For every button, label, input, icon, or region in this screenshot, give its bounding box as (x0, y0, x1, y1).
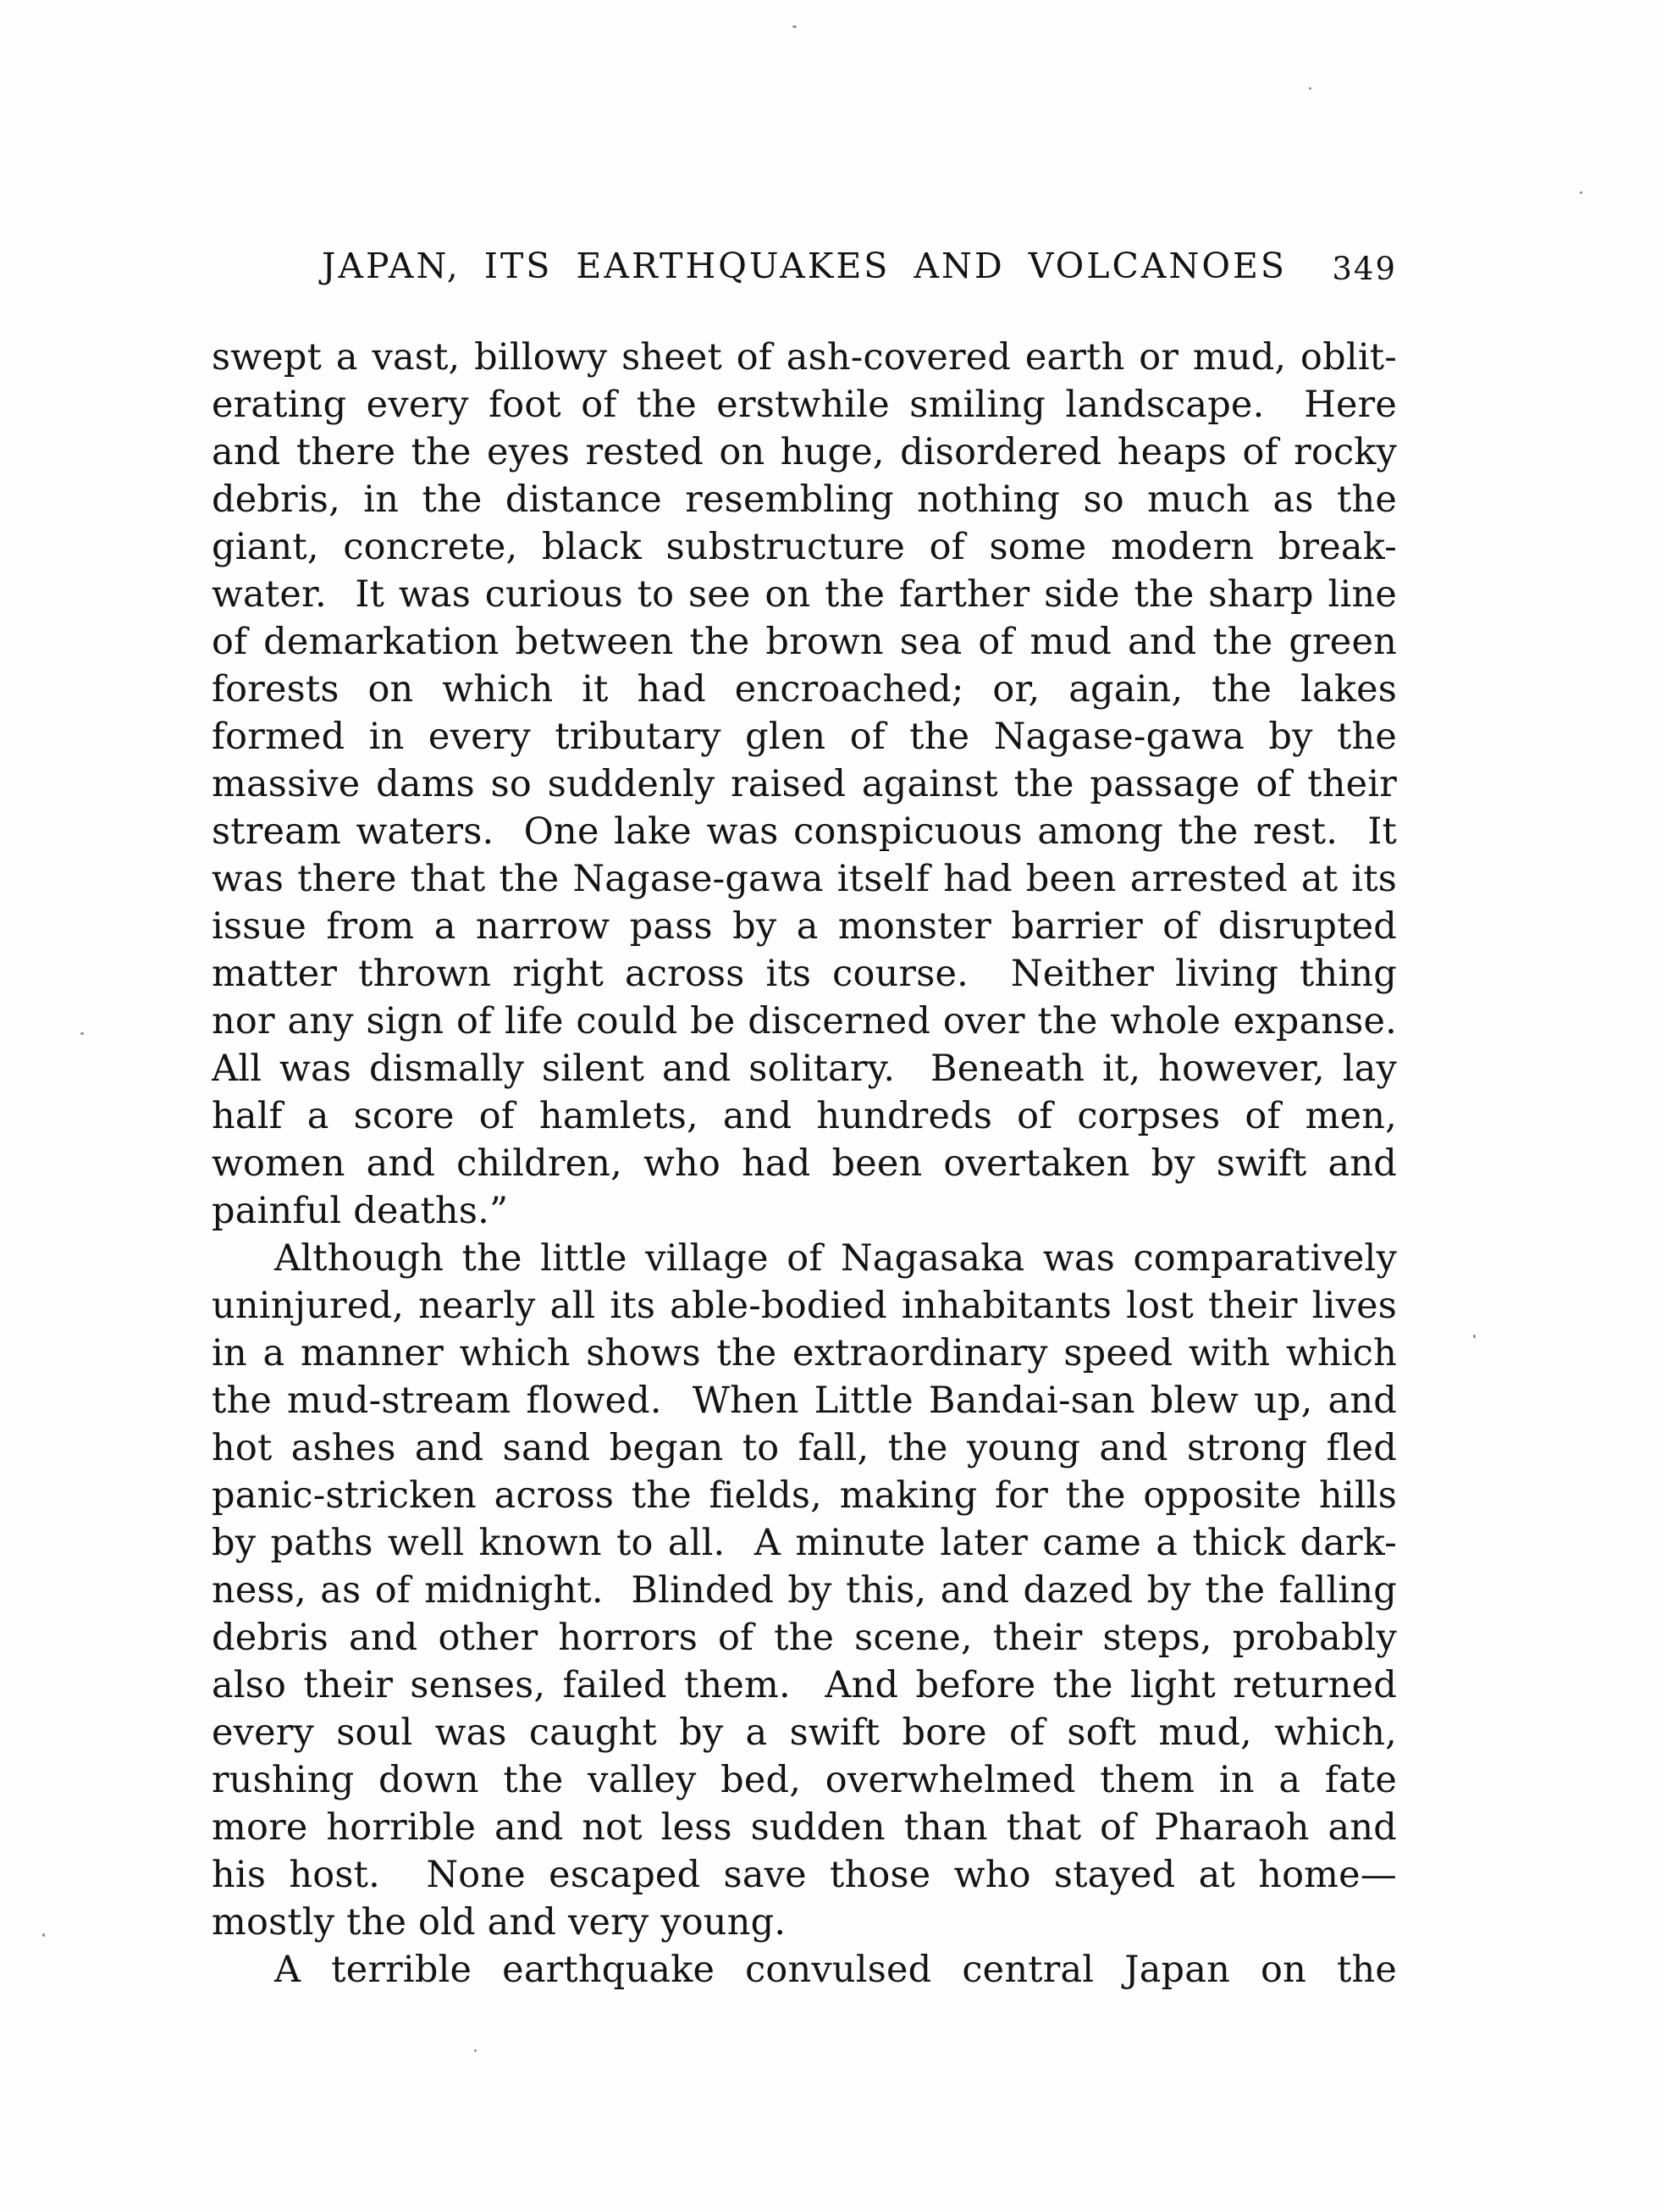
scan-speckle (792, 25, 797, 28)
text-line: was there that the Nagase-gawa itself had been arrested at its (212, 858, 1397, 900)
text-line: giant, concrete, black substructure of some modern break- (212, 526, 1397, 568)
page-content (212, 246, 1397, 1994)
text-line: his host. None escaped save those who stayed at home— (212, 1854, 1397, 1896)
text-line: in a manner which shows the extraordinary speed with which (212, 1332, 1397, 1374)
text-line: massive dams so suddenly raised against the passage of their (212, 763, 1397, 805)
text-line: painful deaths.” (212, 1190, 509, 1232)
scan-speckle (1473, 1335, 1476, 1338)
page-number: 349 (1332, 251, 1397, 287)
text-line: of demarkation between the brown sea of mud and the green (212, 621, 1397, 663)
text-line: erating every foot of the erstwhile smiling landscape. Here (212, 384, 1397, 426)
text-line: rushing down the valley bed, overwhelmed them in a fate (212, 1759, 1397, 1801)
paragraph (212, 1235, 1397, 1946)
text-line: swept a vast, billowy sheet of ash-covered earth or mud, oblit- (212, 336, 1397, 379)
text-line: panic-stricken across the fields, making for the opposite hills (212, 1474, 1397, 1517)
text-line: uninjured, nearly all its able-bodied inhabitants lost their lives (212, 1285, 1397, 1327)
text-line: issue from a narrow pass by a monster barrier of disrupted (212, 905, 1397, 948)
running-header-title: JAPAN, ITS EARTHQUAKES AND VOLCANOES (321, 246, 1288, 286)
body-text (212, 334, 1397, 1994)
scan-speckle (42, 1933, 45, 1937)
text-line: every soul was caught by a swift bore of soft mud, which, (212, 1712, 1397, 1754)
text-line: formed in every tributary glen of the Nagase-gawa by the (212, 716, 1397, 758)
text-line: forests on which it had encroached; or, again, the lakes (212, 668, 1397, 711)
text-line: Although the little village of Nagasaka was comparatively (274, 1237, 1397, 1280)
scan-speckle (474, 2049, 477, 2052)
text-line: hot ashes and sand began to fall, the young and strong fled (212, 1427, 1397, 1469)
text-line: water. It was curious to see on the farther side the sharp line (212, 573, 1397, 616)
text-line: ness, as of midnight. Blinded by this, and dazed by the falling (212, 1569, 1397, 1612)
paragraph (212, 1946, 1397, 1994)
text-line: A terrible earthquake convulsed central Japan on the (274, 1949, 1397, 1991)
text-line: also their senses, failed them. And before the light returned (212, 1664, 1397, 1706)
text-line: mostly the old and very young. (212, 1901, 787, 1944)
text-line: half a score of hamlets, and hundreds of corpses of men, (212, 1095, 1397, 1137)
text-line: debris, in the distance resembling nothing so much as the (212, 478, 1397, 521)
text-line: nor any sign of life could be discerned over the whole expanse. (212, 1000, 1397, 1042)
text-line: matter thrown right across its course. Neither living thing (212, 953, 1397, 995)
text-line: All was dismally silent and solitary. Beneath it, however, lay (212, 1048, 1397, 1090)
text-line: by paths well known to all. A minute later came a thick dark- (212, 1522, 1397, 1564)
text-line: and there the eyes rested on huge, disordered heaps of rocky (212, 431, 1397, 473)
text-line: women and children, who had been overtaken by swift and (212, 1142, 1397, 1185)
scan-speckle (1309, 87, 1311, 90)
text-line: stream waters. One lake was conspicuous among the rest. It (212, 810, 1397, 853)
text-line: debris and other horrors of the scene, their steps, probably (212, 1617, 1397, 1659)
scan-speckle (1580, 191, 1582, 194)
text-line: the mud-stream flowed. When Little Bandai-san blew up, and (212, 1380, 1397, 1422)
text-line: more horrible and not less sudden than that of Pharaoh and (212, 1806, 1397, 1849)
running-header (212, 246, 1397, 293)
paragraph (212, 334, 1397, 1235)
scan-speckle (80, 1032, 84, 1035)
